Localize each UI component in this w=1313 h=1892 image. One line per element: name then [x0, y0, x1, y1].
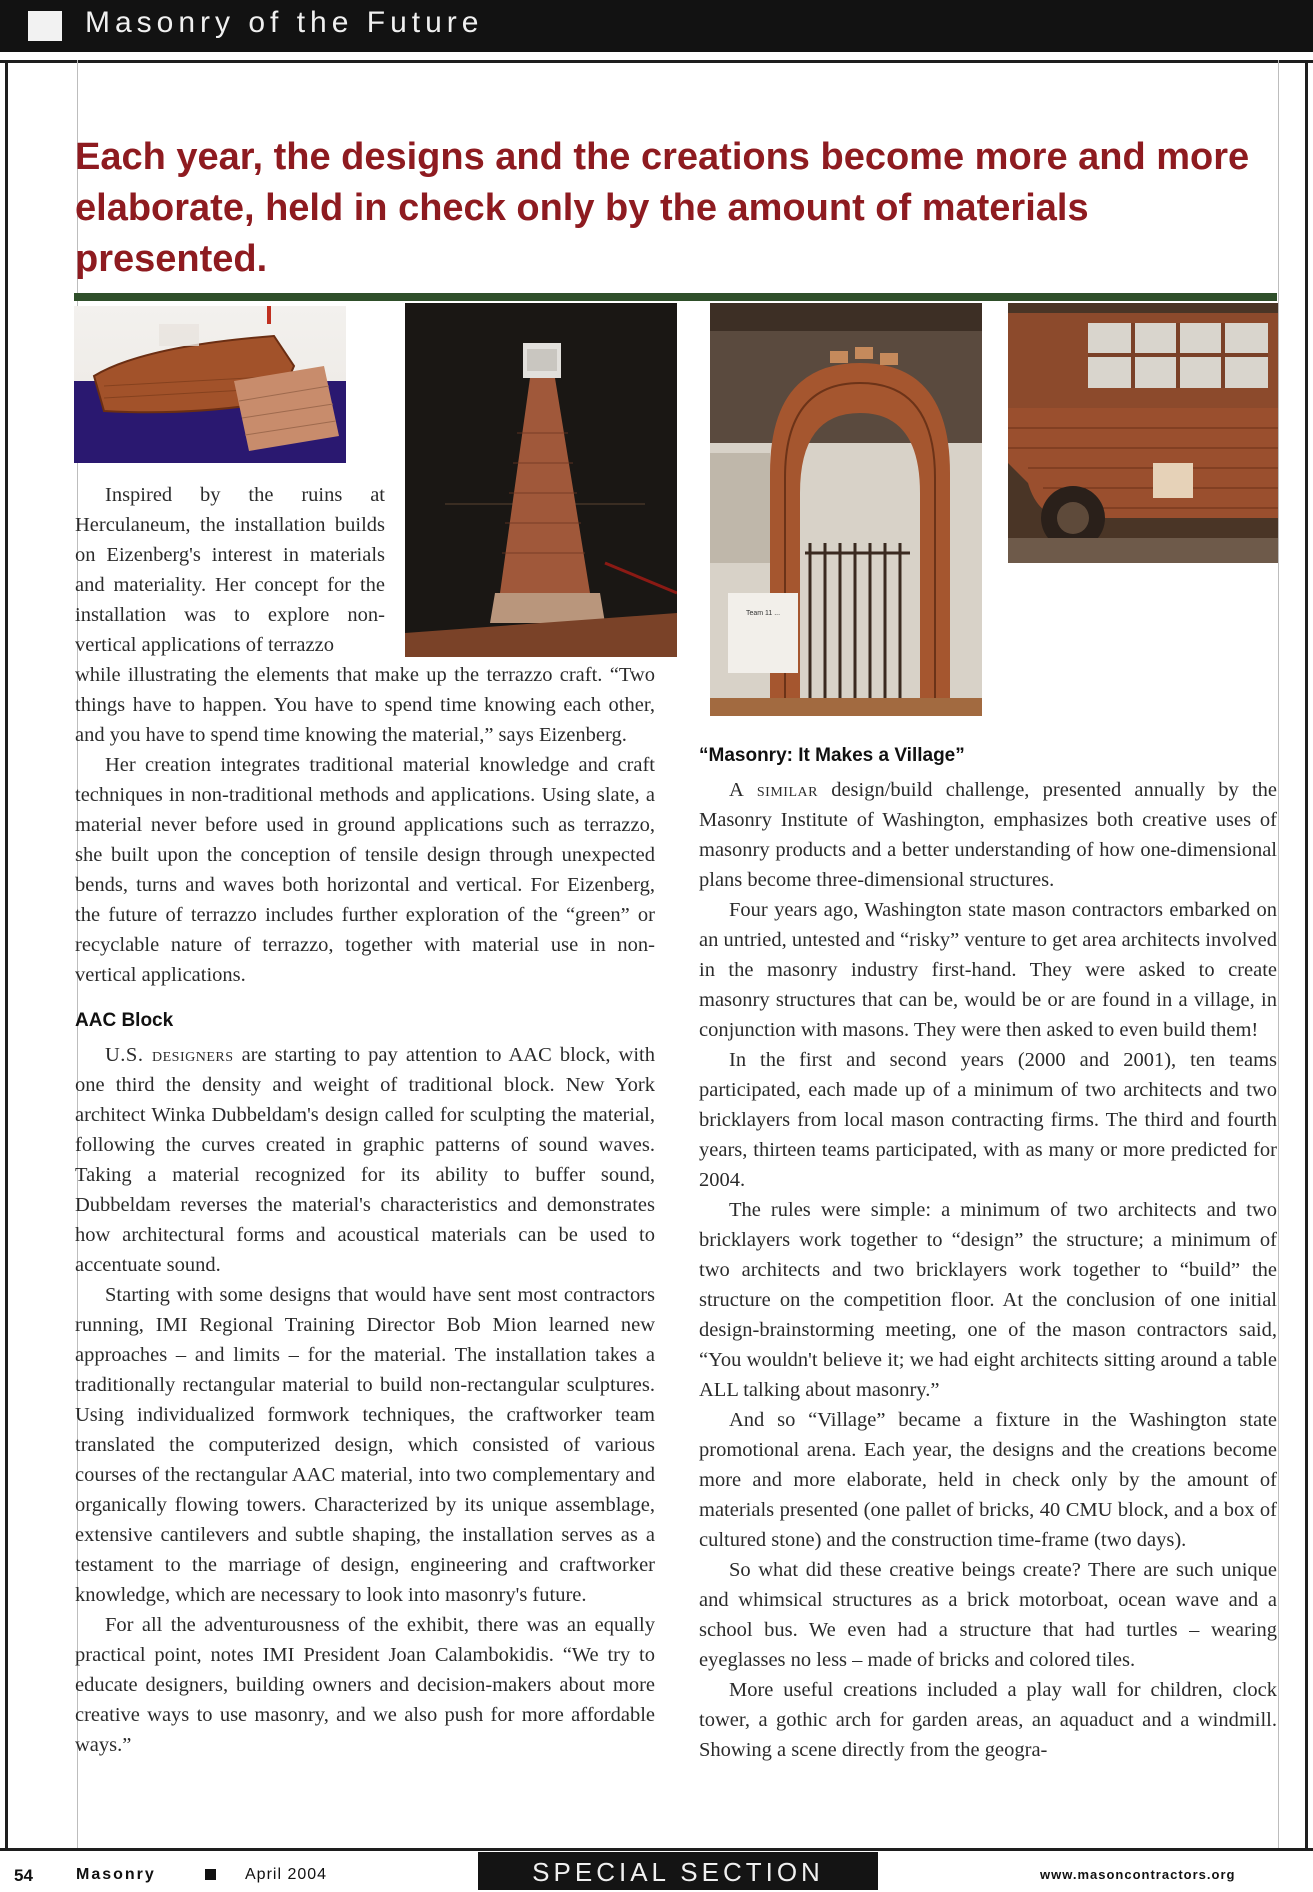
aac-paragraph-2: Starting with some designs that would have sent most contractors running, IMI Regional Training Director Bob Mion learned new approaches – and limits – for the material. The installation takes a traditionally rectangular material to build non-rectangular sculptures. Using individualized formwork techniques, the craftworker team translated the computerized design, which consisted of various courses of the rectangular AAC material, into two complementary and organically flowing towers. Characterized by its unique assemblage, extensive cantilevers and subtle shaping, the installation serves as a testament to the marriage of design, engineering and craftworker knowledge, which are necessary to look into masonry's future.: [75, 1284, 655, 1606]
pull-quote: Each year, the designs and the creations become more and more elaborate, held in check only by the amount of materials presented.: [75, 136, 1250, 280]
aac-paragraph-1-text: are starting to pay attention to AAC block, with one third the density and weight of traditional block. New York architect Winka Dubbeldam's design called for sculpting the material, following the curves created in graphic patterns of sound waves. Taking a material recognized for its ability to buffer sound, Dubbeldam reverses the material's characteristics and demonstrates how architectural forms and acoustical materials can be used to accentuate sound.: [75, 1044, 655, 1276]
brick-gothic-arch-photo: [710, 303, 982, 716]
brick-school-bus-photo: [1008, 303, 1278, 563]
special-section-label: SPECIAL SECTION: [478, 1852, 878, 1890]
arch-sign-text: Team 11 ...: [745, 610, 781, 617]
footer-square-icon: [205, 1869, 216, 1880]
village-paragraph-7: More useful creations included a play wall for children, clock tower, a gothic arch for garden areas, an aquaduct and a windmill. Showing a scene directly from the geogra-: [699, 1679, 1277, 1761]
brick-motorboat-photo: [74, 306, 346, 463]
village-paragraph-3: In the first and second years (2000 and 2001), ten teams participated, each made up of a minimum of two architects and two bricklayers from local mason contracting firms. The third and fourth years, thirteen teams participated, with as many or more predicted for 2004.: [699, 1049, 1277, 1191]
intro-continue-paragraph: while illustrating the elements that make up the terrazzo craft. “Two things have to happen. You have to spend time knowing each other, and you have to spend time knowing the material,” says Eizenberg.: [75, 664, 655, 746]
pull-quote-rule: [74, 293, 1277, 301]
header-square-icon: [28, 11, 62, 41]
intro-wrap-block: [75, 480, 385, 660]
aac-paragraph-1: [75, 1040, 655, 1280]
aac-paragraph-3: For all the adventurousness of the exhibit, there was an equally practical point, notes IMI President Joan Calambokidis. “We try to educate designers, building owners and decision-makers about more creative ways to use masonry, and we also push for more affordable ways.”: [75, 1614, 655, 1756]
frame-right-rule: [1305, 60, 1308, 1848]
brick-motorboat-illustration: [74, 306, 346, 463]
village-heading: “Masonry: It Makes a Village”: [699, 745, 965, 766]
intro-paragraph-2: Her creation integrates traditional material knowledge and craft techniques in non-traditional methods and applications. Using slate, a material never before used in ground applications such as terrazzo, she built upon the conception of tensile design through unexpected bends, turns and waves both horizontal and vertical. For Eizenberg, the future of terrazzo includes further exploration of the “green” or recyclable nature of terrazzo, together with material use in non-vertical applications.: [75, 754, 655, 986]
inner-right-rule: [1278, 60, 1279, 1848]
brick-arch-illustration: [710, 303, 982, 716]
aac-lead: U.S. designers: [105, 1044, 234, 1066]
village-paragraph-5: And so “Village” became a fixture in the Washington state promotional arena. Each year, the designs and the creations become more and more elaborate, held in check only by the amount of materials presented (one pallet of bricks, 40 CMU block, and a box of cultured stone) and the construction time-frame (two days).: [699, 1409, 1277, 1551]
right-column: [699, 745, 1277, 1765]
village-paragraph-2: Four years ago, Washington state mason contractors embarked on an untried, untested and “risky” venture to get area architects involved in the masonry industry first-hand. They were asked to create masonry structures that can be, would be or are found in a village, in conjunction with masons. They were then asked to even build them!: [699, 899, 1277, 1041]
frame-bottom-rule: [0, 1848, 1313, 1851]
village-paragraph-1-text: design/build challenge, presented annually by the Masonry Institute of Washington, emphasizes both creative uses of masonry products and a better understanding of how one-dimensional plans become three-dimensional structures.: [699, 779, 1278, 891]
page-footer: [0, 1852, 1313, 1892]
village-paragraph-4: The rules were simple: a minimum of two architects and two bricklayers work together to “design” the structure; a minimum of two architects and two bricklayers work together to “build” the structure on the competition floor. At the conclusion of one initial design-brainstorming meeting, one of the mason contractors said, “You wouldn't believe it; we had eight architects sitting around a table ALL talking about masonry.”: [699, 1199, 1277, 1401]
left-column: [75, 660, 655, 1760]
village-paragraph-1: [699, 775, 1277, 895]
aac-block-heading: AAC Block: [75, 1010, 174, 1031]
brick-bus-illustration: [1008, 303, 1278, 563]
brick-tower-photo: [405, 303, 677, 657]
brick-tower-illustration: [405, 303, 677, 657]
village-paragraph-6: So what did these creative beings create? There are such unique and whimsical structures as a brick motorboat, ocean wave and a school bus. We even had a structure that had turtles – wearing eyeglasses no less – made of bricks and colored tiles.: [699, 1559, 1277, 1671]
frame-left-rule: [5, 60, 8, 1848]
issue-date: April 2004: [245, 1866, 328, 1883]
frame-top-rule: [0, 60, 1313, 63]
page-number: 54: [14, 1866, 33, 1885]
footer-url: www.masoncontractors.org: [1040, 1867, 1236, 1882]
header-bar: [0, 0, 1313, 52]
section-title: Masonry of the Future: [85, 6, 484, 39]
intro-wrap-paragraph: Inspired by the ruins at Herculaneum, the installation builds on Eizenberg's interest in materials and materiality. Her concept for the installation was to explore non-vertical applications of terrazzo: [75, 484, 385, 656]
village-lead: A similar: [729, 779, 818, 801]
magazine-name: Masonry: [76, 1866, 156, 1883]
